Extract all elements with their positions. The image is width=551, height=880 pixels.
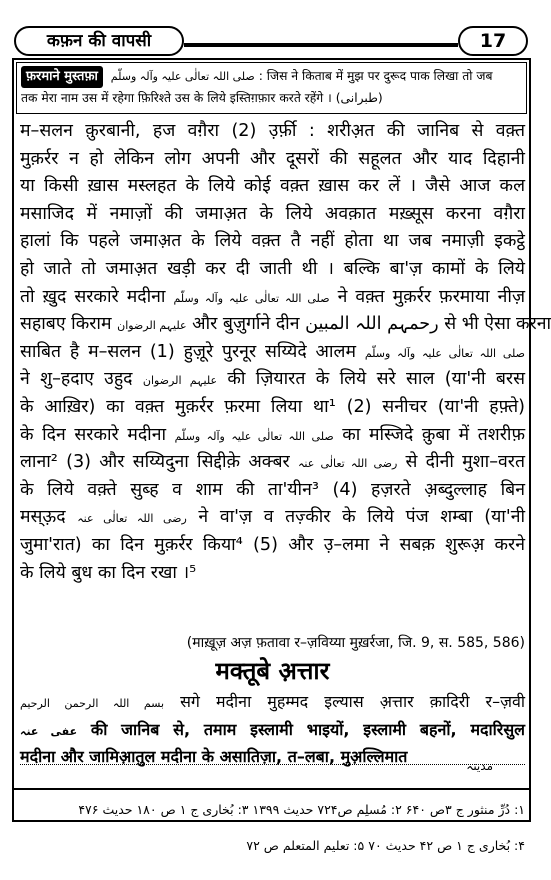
body-line-text: हो जाते तो जमाअ़त खड़ी कर दी जाती थी । बल्कि बा'ज़ कामों के लिये bbox=[20, 258, 525, 279]
body-line-text: तो ख़ुद सरकारे मदीना bbox=[20, 286, 166, 307]
letter-signoff: مدینہ bbox=[466, 759, 493, 773]
footnote-line-1: ۱: دُرِّ منثور ج ۳ص ۶۴۰ ۲: مُسلِم ص۷۲۴ حدیث ۱۳۹۹ ۳: بُخاری ج ۱ ص ۱۸۰ حدیث ۴۷۶ bbox=[78, 802, 525, 817]
header-divider bbox=[184, 43, 458, 47]
body-line-text: का मस्जिदे क़ुबा में तशरीफ़ bbox=[342, 424, 526, 445]
body-line-text: हालां कि पहले जमाअ़त के लिये वक़्त तै नहीं होता था जब नमाज़ी इकट्ठे bbox=[20, 231, 525, 252]
body-line bbox=[20, 560, 525, 588]
arabic-honorific: صلی اللہ تعالٰی علیہ وآلہ وسلّم bbox=[174, 429, 334, 443]
body-line-text: मुक़र्रर न हो लेकिन लोग अपनी और दूसरों की सहूलत और याद दिहानी bbox=[20, 148, 525, 169]
body-line bbox=[20, 284, 525, 312]
body-line-text: ने वक़्त मुक़र्रर फ़रमाया नीज़ bbox=[337, 286, 526, 307]
letter-line-1 bbox=[20, 688, 525, 716]
body-line-text: सहाबए किराम bbox=[20, 314, 112, 335]
salawat-text: صلی اللہ تعالٰی علیہ وآلہ وسلّم bbox=[110, 70, 255, 83]
body-line bbox=[20, 422, 525, 450]
book-title-badge: कफ़न की वापसी bbox=[14, 26, 184, 56]
body-line bbox=[20, 173, 525, 201]
footnote-divider bbox=[12, 788, 531, 790]
bismillah-text: بسم اللہ الرحمن الرحیم bbox=[20, 697, 165, 710]
arabic-honorific: علیہم الرضوان bbox=[142, 374, 218, 388]
body-line bbox=[20, 201, 525, 229]
body-line-text: के लिये बुध का दिन रखा ।⁵ bbox=[20, 562, 197, 583]
prophet-saying-box bbox=[16, 62, 527, 114]
body-line-text: साबित है म–सलन (1) हुज़ूरे पुरनूर सय्यिदे आलम bbox=[20, 341, 356, 362]
letter-body bbox=[20, 688, 525, 771]
letter-line-2-text: की जानिब से, तमाम इस्लामी भाइयों, इस्लामी बहनों, मदारिसुल bbox=[90, 719, 525, 739]
body-line-text: और बुज़ुर्गाने दीन رحمہم اللہ المبین से भी ऐसा करना bbox=[192, 314, 551, 335]
letter-line-3: मदीना और जामिअ़ातुल मदीना के असातिज़ा, त–लबा, मुअ़ल्लिमात bbox=[20, 747, 408, 767]
body-line bbox=[20, 256, 525, 284]
body-line-text: के दिन सरकारे मदीना bbox=[20, 424, 167, 445]
honorific-text: عفی عنہ bbox=[20, 724, 78, 738]
body-line-text: ने वा'ज़ व तज़्कीर के लिये पंज शम्बा (या'नी bbox=[198, 507, 526, 528]
body-line-text: के आख़िर) का वक़्त मुक़र्रर फ़रमा लिया था¹ (2) सनीचर (या'नी हफ़्ते) bbox=[20, 396, 525, 417]
body-paragraph bbox=[20, 118, 551, 587]
body-line-text: की ज़ियारत के लिये सरे साल (या'नी बरस bbox=[227, 369, 526, 390]
body-line bbox=[20, 228, 525, 256]
body-line bbox=[20, 504, 525, 532]
arabic-honorific: علیہم الرضوان bbox=[117, 319, 187, 333]
body-line bbox=[20, 394, 525, 422]
body-line bbox=[20, 311, 551, 339]
arabic-honorific: رضی اللہ تعالٰی عنہ bbox=[77, 512, 187, 526]
body-line-text: या किसी ख़ास मस्लहत के लिये कोई वक़्त ख़ास कर लें । जैसे आज कल bbox=[20, 176, 525, 197]
letter-heading: मक्तूबे अ़त्तार bbox=[215, 657, 330, 685]
arabic-honorific: صلی اللہ تعالٰی علیہ وآلہ وسلّم bbox=[364, 346, 525, 360]
body-line bbox=[20, 449, 525, 477]
body-line bbox=[20, 118, 525, 146]
body-line-text: लाना² (3) और सय्यिदुना सिद्दीक़े अक्बर bbox=[20, 452, 290, 473]
source-reference: (माख़ूज़ अज़ फ़तावा र–ज़विय्या मुख़र्रजा, जि. 9, स. 585, 586) bbox=[186, 635, 525, 651]
letter-line-1-text: सगे मदीना मुहम्मद इल्यास अ़त्तार क़ादिरी र–ज़वी bbox=[180, 692, 526, 711]
page-header bbox=[0, 0, 545, 50]
continuation-dots bbox=[20, 764, 525, 778]
footnotes bbox=[20, 792, 525, 864]
body-line-text: मसाजिद में नमाज़ों की जमाअ़त के लिये अवक़ात मख़्सूस करना वग़ैरा bbox=[20, 203, 525, 224]
arabic-honorific: رضی اللہ تعالٰی عنہ bbox=[297, 457, 398, 471]
saying-text-1: : जिस ने किताब में मुझ पर दुरूद पाक लिखा तो जब bbox=[258, 69, 493, 83]
letter-line-2 bbox=[20, 716, 525, 744]
body-line bbox=[20, 532, 525, 560]
saying-line-2: तक मेरा नाम उस में रहेगा फ़िरिश्ते उस के लिये इस्तिग़फ़ार करते रहेंगे । (طبرانی) bbox=[21, 91, 383, 105]
body-line-text: के लिये वक़्ते सुब्ह व शाम की ता'यीन³ (4) हज़रते अ़ब्दुल्लाह बिन bbox=[20, 479, 525, 500]
body-line-text: म–सलन क़ुरबानी, हज वग़ैरा (2) उ़र्फ़ी : शरीअ़त की जानिब से वक़्त bbox=[20, 121, 525, 141]
footnote-line-2: ۴: بُخاری ج ۱ ص ۴۲ حدیث ۷۰ ۵: تعلیم المتعلم ص ۷۲ bbox=[246, 838, 525, 853]
body-line bbox=[20, 366, 525, 394]
body-line bbox=[20, 146, 525, 174]
body-line bbox=[20, 477, 525, 505]
body-line-text: जुमा'रात) का दिन मुक़र्रर किया⁴ (5) और उ़–लमा ने सबक़ शुरूअ़ करने bbox=[20, 534, 525, 555]
body-line-text: मस्ऊ़द bbox=[20, 507, 66, 528]
page-number-badge: 17 bbox=[458, 26, 528, 56]
saying-heading: फ़रमाने मुस्तफ़ा bbox=[21, 66, 103, 88]
body-line bbox=[20, 339, 525, 367]
body-line-text: ने शु–हदाए उहुद bbox=[20, 369, 133, 390]
saying-line-1 bbox=[21, 65, 522, 87]
arabic-honorific: صلی اللہ تعالٰی علیہ وآلہ وسلّم bbox=[173, 291, 330, 305]
body-line-text: से दीनी मुशा–वरत bbox=[405, 452, 525, 473]
